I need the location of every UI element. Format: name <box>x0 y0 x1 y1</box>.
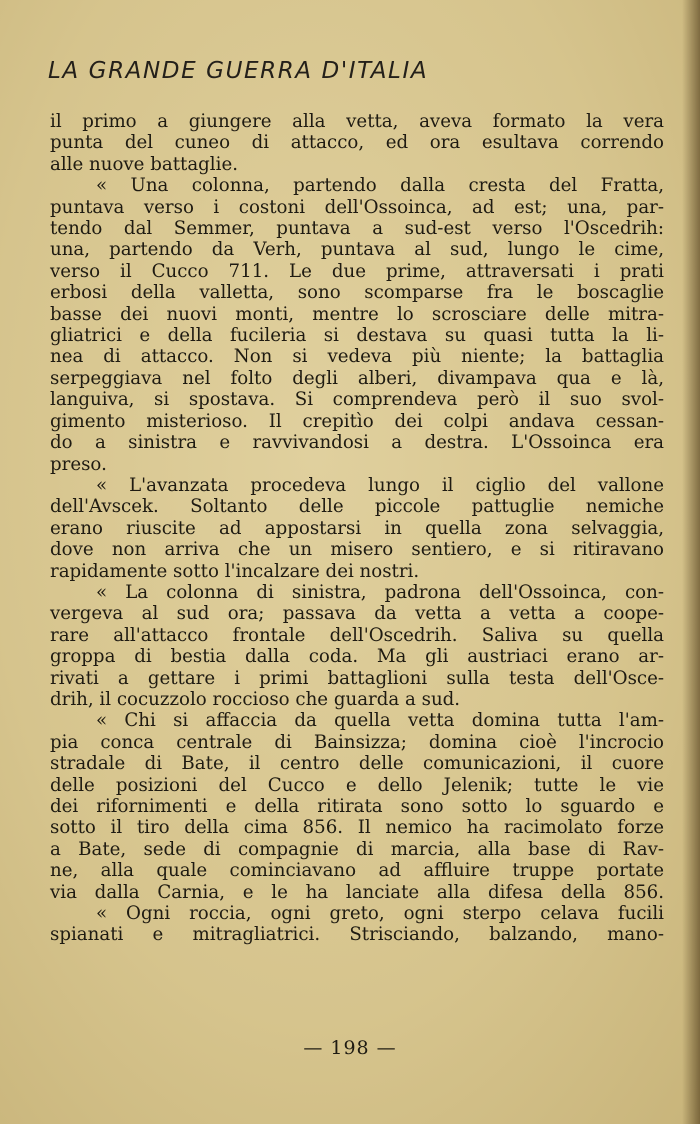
text-line: « Una colonna, partendo dalla cresta del Fratta, <box>96 175 664 197</box>
text-line: una, partendo da Verh, puntava al sud, lungo le cime, <box>50 239 664 261</box>
text-line: pia conca centrale di Bainsizza; domina cioè l'incrocio <box>50 731 664 753</box>
text-line: rare all'attacco frontale dell'Oscedrih. Saliva su quella <box>50 624 664 646</box>
text-line: delle posizioni del Cucco e dello Jelenik; tutte le vie <box>50 774 664 796</box>
text-line: spianati e mitragliatrici. Strisciando, balzando, mano- <box>50 924 664 946</box>
text-line: rapidamente sotto l'incalzare dei nostri. <box>50 560 420 582</box>
text-line: tendo dal Semmer, puntava a sud-est verso l'Oscedrih: <box>50 218 664 240</box>
text-line: alle nuove battaglie. <box>50 153 238 175</box>
text-line: dell'Avscek. Soltanto delle piccole pattuglie nemiche <box>50 496 664 518</box>
text-line: vergeva al sud ora; passava da vetta a vetta a coope- <box>50 603 664 625</box>
text-line: do a sinistra e ravvivandosi a destra. L'Ossoinca era <box>50 432 664 454</box>
text-line: preso. <box>50 453 107 475</box>
page-number: — 198 — <box>303 1037 397 1059</box>
running-header: LA GRANDE GUERRA D'ITALIA <box>48 58 429 84</box>
page-edge-shadow <box>682 0 700 1124</box>
text-line: gliatrici e della fucileria si destava su quasi tutta la li- <box>50 325 664 347</box>
text-line: drih, il cocuzzolo roccioso che guarda a sud. <box>50 688 461 710</box>
text-line: via dalla Carnia, e le ha lanciate alla difesa della 856. <box>50 881 664 903</box>
text-line: verso il Cucco 711. Le due prime, attraversati i prati <box>50 260 664 282</box>
text-line: languiva, si spostava. Si comprendeva però il suo svol- <box>50 389 664 411</box>
text-line: groppa di bestia dalla coda. Ma gli austriaci erano ar- <box>50 646 664 668</box>
text-line: a Bate, sede di compagnie di marcia, alla base di Rav- <box>50 838 664 860</box>
text-line: basse dei nuovi monti, mentre lo scrosciare delle mitra- <box>50 303 664 325</box>
text-line: punta del cuneo di attacco, ed ora esultava correndo <box>50 132 664 154</box>
text-line: « Ogni roccia, ogni greto, ogni sterpo celava fucili <box>96 903 664 925</box>
text-line: sotto il tiro della cima 856. Il nemico ha racimolato forze <box>50 817 664 839</box>
body-text <box>50 111 664 946</box>
text-line: rivati a gettare i primi battaglioni sulla testa dell'Osce- <box>50 667 664 689</box>
text-line: nea di attacco. Non si vedeva più niente; la battaglia <box>50 346 664 368</box>
text-line: « L'avanzata procedeva lungo il ciglio del vallone <box>96 474 664 496</box>
text-line: puntava verso i costoni dell'Ossoinca, ad est; una, par- <box>50 196 664 218</box>
text-line: dei rifornimenti e della ritirata sono sotto lo sguardo e <box>50 796 664 817</box>
text-line: « La colonna di sinistra, padrona dell'Ossoinca, con- <box>96 581 664 603</box>
text-line: serpeggiava nel folto degli alberi, divampava qua e là, <box>50 367 664 389</box>
text-line: stradale di Bate, il centro delle comunicazioni, il cuore <box>50 753 664 775</box>
text-line: dove non arriva che un misero sentiero, e si ritiravano <box>50 539 664 561</box>
text-line: « Chi si affaccia da quella vetta domina tutta l'am- <box>96 710 664 732</box>
text-line: erano riuscite ad appostarsi in quella zona selvaggia, <box>50 517 664 539</box>
text-line: ne, alla quale cominciavano ad affluire truppe portate <box>50 860 664 882</box>
text-line: erbosi della valletta, sono scomparse fra le boscaglie <box>50 282 664 304</box>
text-line: il primo a giungere alla vetta, aveva formato la vera <box>50 111 664 132</box>
text-line: gimento misterioso. Il crepitìo dei colpi andava cessan- <box>50 410 664 432</box>
